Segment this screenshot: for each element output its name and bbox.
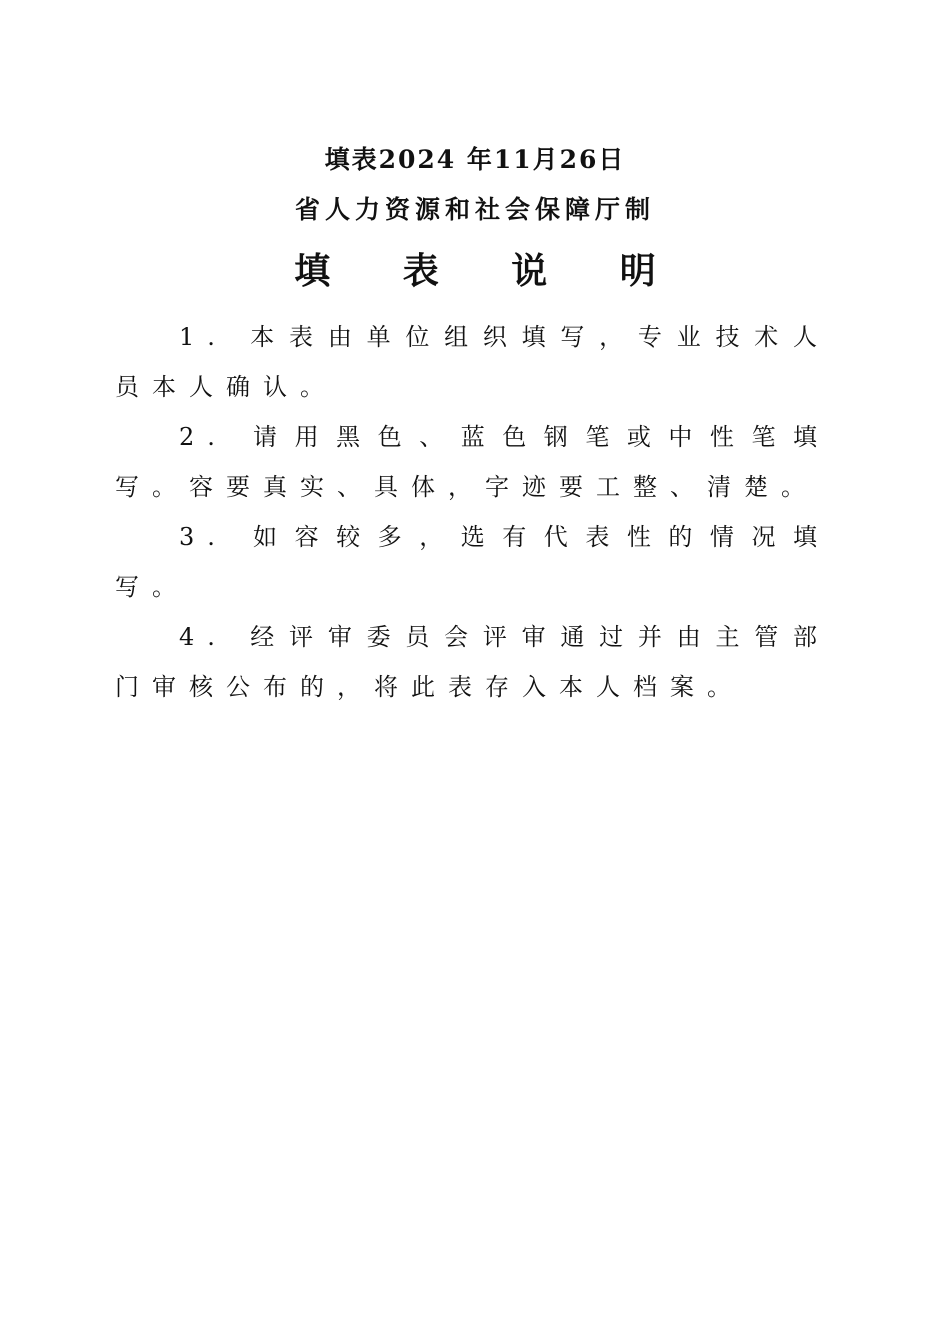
page-title: 填 表 说 明 (294, 250, 686, 292)
instruction-item-4: 4. 经评审委员会评审通过并由主管部门审核公布的，将此表存入本人档案。 (115, 623, 830, 701)
instruction-item-1: 1. 本表由单位组织填写，专业技术人员本人确认。 (115, 323, 830, 401)
instruction-item-2: 2. 请用黑色、蓝色钢笔或中性笔填写。容要真实、具体，字迹要工整、清楚。 (115, 423, 830, 501)
instruction-list (115, 312, 830, 712)
issuer-name: 省人力资源和社会保障厅制 (294, 195, 655, 224)
fill-date: 填表2024 年11月26日 (324, 145, 626, 174)
instruction-item-3: 3. 如容较多，选有代表性的情况填写。 (115, 523, 830, 601)
